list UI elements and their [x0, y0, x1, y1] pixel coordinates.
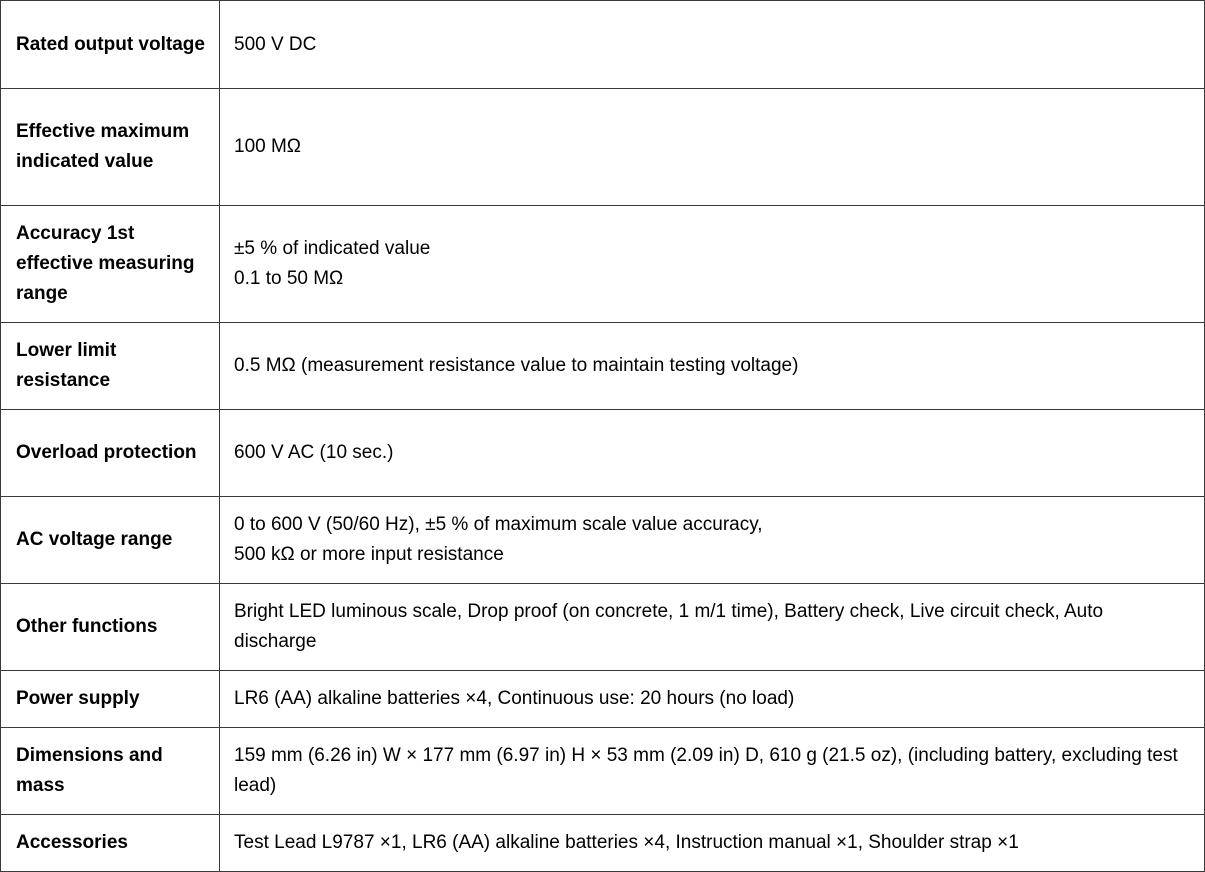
spec-value — [220, 671, 1205, 728]
spec-value — [220, 410, 1205, 497]
spec-row-ac-voltage-range — [1, 497, 1205, 584]
spec-value — [220, 728, 1205, 815]
spec-value — [220, 815, 1205, 872]
spec-label: Accuracy 1st effective measuring range — [1, 206, 220, 323]
spec-value-line: 600 V AC (10 sec.) — [234, 442, 394, 463]
spec-value-line: 0 to 600 V (50/60 Hz), ±5 % of maximum scale value accuracy, — [234, 514, 763, 535]
spec-label: Rated output voltage — [1, 1, 220, 89]
spec-label: Lower limit resistance — [1, 323, 220, 410]
spec-value — [220, 206, 1205, 323]
spec-label: Power supply — [1, 671, 220, 728]
spec-label: Effective maximum indicated value — [1, 89, 220, 206]
spec-value-line: 159 mm (6.26 in) W × 177 mm (6.97 in) H × 53 mm (2.09 in) D, 610 g (21.5 oz), (including battery, excluding test lead) — [234, 745, 1178, 796]
spec-row-accessories — [1, 815, 1205, 872]
spec-row-lower-limit-resistance — [1, 323, 1205, 410]
spec-value — [220, 1, 1205, 89]
spec-value-line: 500 kΩ or more input resistance — [234, 544, 504, 565]
spec-value-line: 0.5 MΩ (measurement resistance value to maintain testing voltage) — [234, 355, 799, 376]
spec-label: Dimensions and mass — [1, 728, 220, 815]
spec-row-overload-protection — [1, 410, 1205, 497]
spec-row-effective-maximum-indicated-value — [1, 89, 1205, 206]
spec-label: Other functions — [1, 584, 220, 671]
spec-label: AC voltage range — [1, 497, 220, 584]
spec-value-line: 100 MΩ — [234, 136, 302, 157]
spec-row-accuracy — [1, 206, 1205, 323]
spec-value-line: ±5 % of indicated value — [234, 238, 431, 259]
spec-value — [220, 323, 1205, 410]
spec-value — [220, 584, 1205, 671]
spec-label: Overload protection — [1, 410, 220, 497]
spec-value-line: Bright LED luminous scale, Drop proof (on concrete, 1 m/1 time), Battery check, Live circuit check, Auto discharge — [234, 601, 1104, 652]
spec-value-line: 0.1 to 50 MΩ — [234, 268, 344, 289]
spec-value-line: LR6 (AA) alkaline batteries ×4, Continuous use: 20 hours (no load) — [234, 688, 795, 709]
spec-value — [220, 89, 1205, 206]
spec-row-rated-output-voltage — [1, 1, 1205, 89]
spec-value-line: Test Lead L9787 ×1, LR6 (AA) alkaline batteries ×4, Instruction manual ×1, Shoulder strap ×1 — [234, 832, 1019, 853]
spec-value — [220, 497, 1205, 584]
spec-row-power-supply — [1, 671, 1205, 728]
spec-value-line: 500 V DC — [234, 33, 317, 55]
spec-label: Accessories — [1, 815, 220, 872]
spec-row-dimensions-and-mass — [1, 728, 1205, 815]
spec-row-other-functions — [1, 584, 1205, 671]
